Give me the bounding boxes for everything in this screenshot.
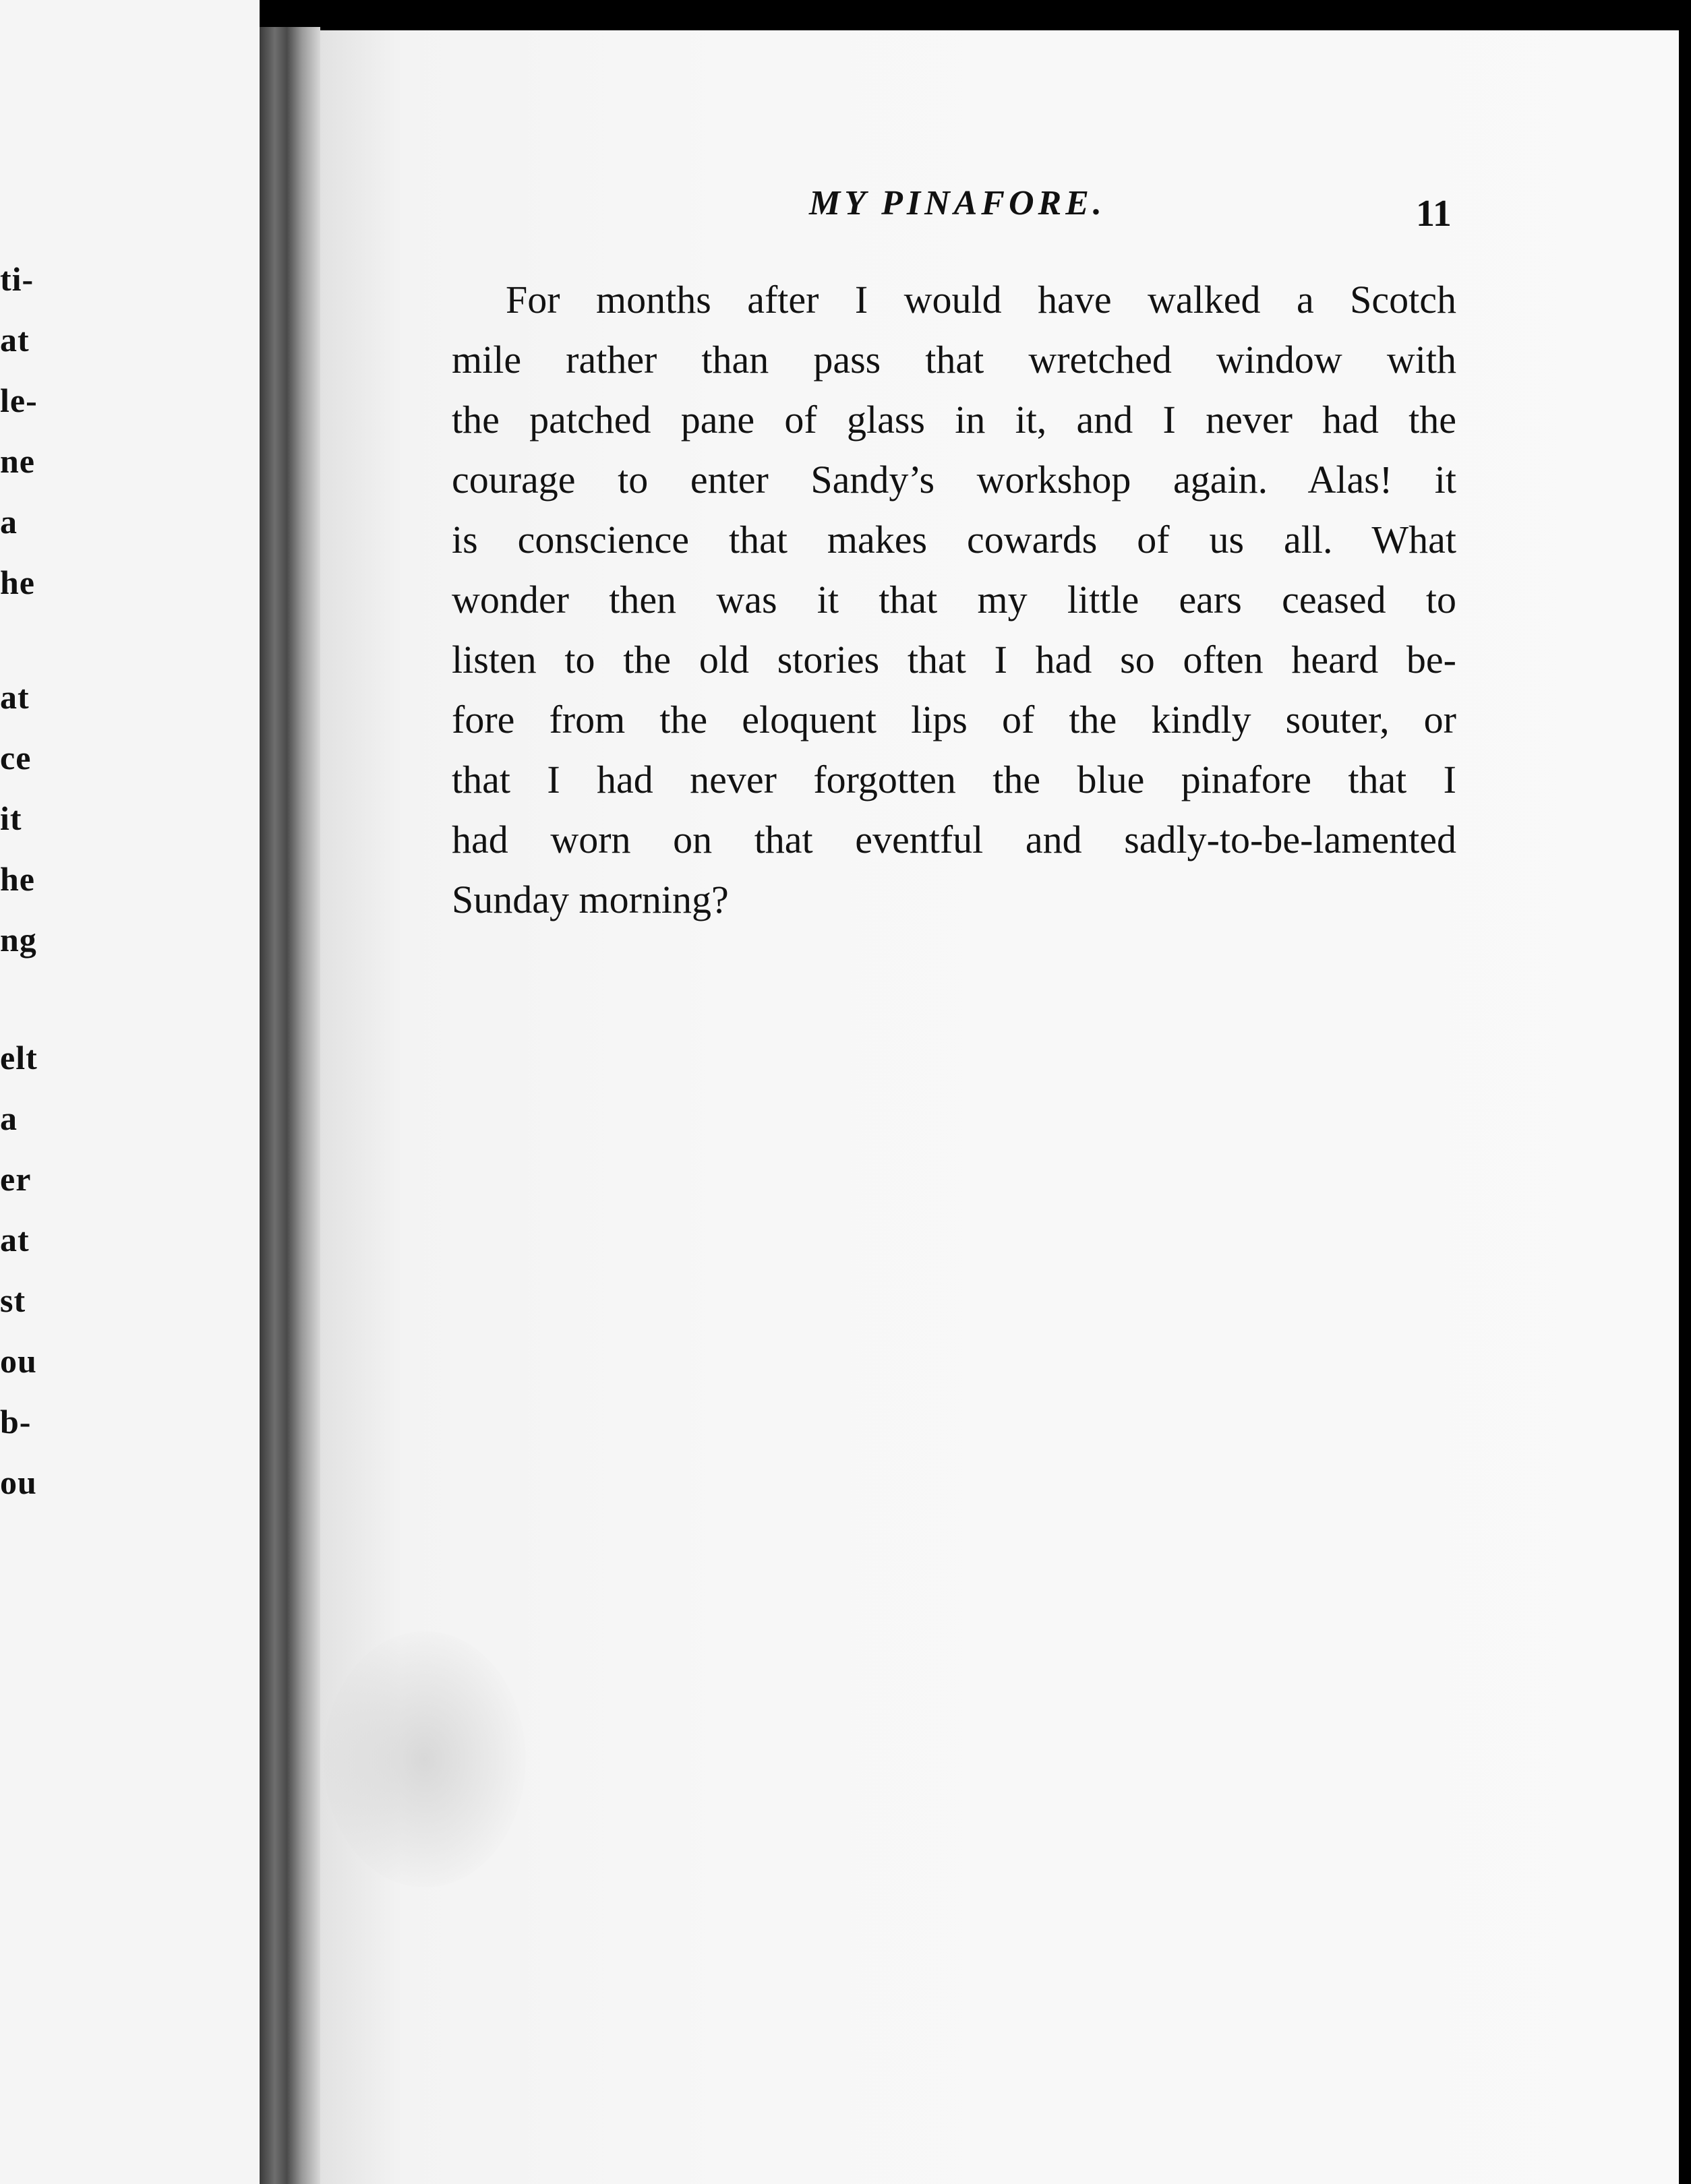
facing-page-fragment: at [0, 321, 30, 359]
page-number: 11 [1416, 193, 1452, 235]
facing-page-fragment: at [0, 1221, 30, 1258]
facing-page-fragment: le- [0, 382, 38, 419]
facing-page-fragment: ng [0, 921, 37, 959]
facing-page-fragment: he [0, 564, 35, 601]
book-gutter-shadow [260, 27, 320, 2184]
facing-page-text-fragments [0, 0, 260, 2184]
facing-page-fragment: it [0, 799, 22, 837]
text-line: wonder then was it that my little ears ceased to [452, 578, 1456, 621]
text-line: that I had never forgotten the blue pinafore that I [452, 758, 1456, 801]
text-line: the patched pane of glass in it, and I never had the [452, 398, 1456, 442]
facing-page-fragment: ou [0, 1463, 37, 1501]
text-line: is conscience that makes cowards of us all. What [452, 518, 1456, 562]
body-paragraph [452, 270, 1456, 930]
facing-page-fragment: at [0, 678, 30, 716]
facing-page [0, 0, 260, 2184]
page-edge [1679, 0, 1691, 2184]
facing-page-fragment: er [0, 1160, 32, 1198]
text-line: courage to enter Sandy’s workshop again. Alas! it [452, 458, 1456, 502]
facing-page-fragment: ou [0, 1342, 37, 1380]
page-smudge [324, 1631, 526, 1887]
facing-page-fragment: ne [0, 442, 35, 480]
text-line: For months after I would have walked a Scotch [506, 278, 1456, 322]
facing-page-fragment: a [0, 1099, 18, 1137]
facing-page-fragment: b- [0, 1403, 32, 1440]
facing-page-fragment: he [0, 860, 35, 898]
facing-page-fragment: ti- [0, 260, 34, 298]
facing-page-fragment: a [0, 503, 18, 541]
text-line: mile rather than pass that wretched window with [452, 338, 1456, 382]
text-line: had worn on that eventful and sadly-to-be-lamented [452, 818, 1456, 861]
facing-page-fragment: ce [0, 739, 32, 777]
facing-page-fragment: st [0, 1281, 26, 1319]
text-line: Sunday morning? [452, 878, 729, 921]
text-line: fore from the eloquent lips of the kindly souter, or [452, 698, 1456, 741]
text-line: listen to the old stories that I had so often heard be- [452, 638, 1456, 681]
facing-page-fragment: elt [0, 1039, 38, 1076]
running-head: MY PINAFORE. [809, 184, 1106, 222]
